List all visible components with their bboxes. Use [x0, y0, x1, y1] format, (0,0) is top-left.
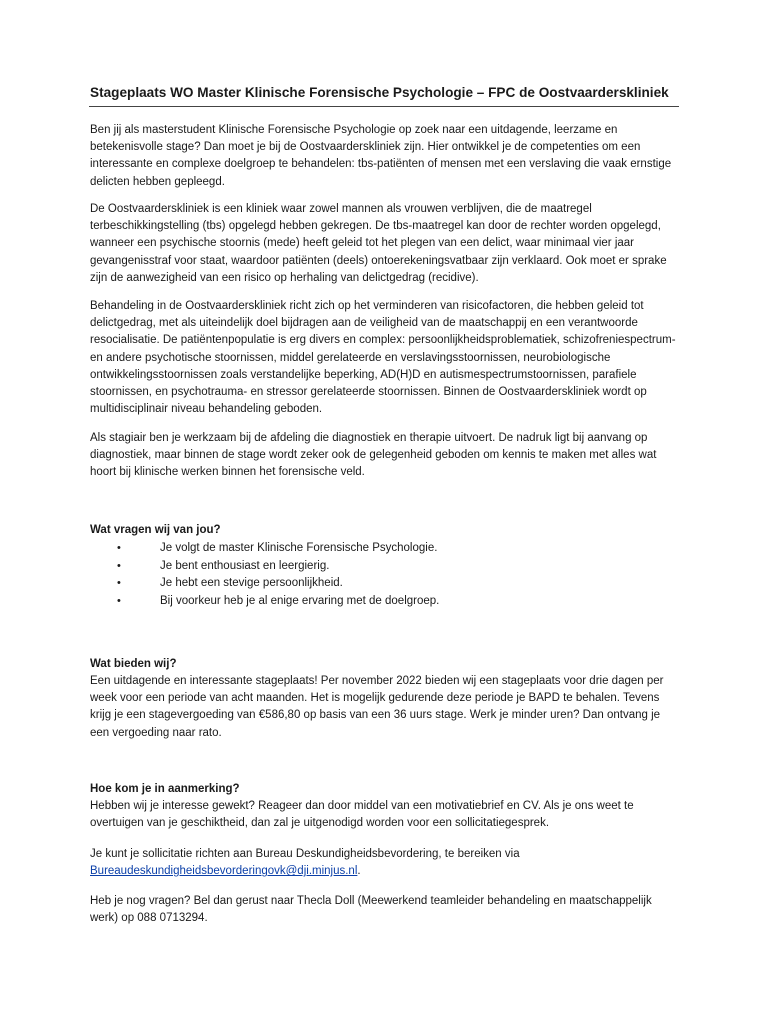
list-item: • Bij voorkeur heb je al enige ervaring met de doelgroep.	[90, 593, 439, 611]
vragen-list	[90, 540, 439, 610]
aanmerking-heading: Hoe kom je in aanmerking?	[90, 783, 240, 795]
list-item: • Je volgt de master Klinische Forensische Psychologie.	[90, 540, 439, 558]
intro-paragraph: Ben jij als masterstudent Klinische Forensische Psychologie op zoek naar een uitdagende, leerzame en betekenisvolle stage? Dan moet je bij de Oostvaarderskliniek zijn. Hier ontwikkel je de competenties om een interessante en complexe doelgroep te behandelen: tbs-patiënten of mensen met een verslaving die vaak ernstige delicten hebben gepleegd.	[90, 124, 672, 188]
bullet-icon: •	[117, 542, 121, 554]
contact-paragraph: Heb je nog vragen? Bel dan gerust naar Thecla Doll (Meewerkend teamleider behandeling en maatschappelijk werk) op 088 0713294.	[90, 895, 652, 925]
document-title: Stageplaats WO Master Klinische Forensische Psychologie – FPC de Oostvaarderskliniek	[90, 85, 669, 100]
stagiair-paragraph: Als stagiair ben je werkzaam bij de afdeling die diagnostiek en therapie uitvoert. De nadruk ligt bij aanvang op diagnostiek, maar binnen de stage wordt zeker ook de gelegenheid geboden om kennis te maken met alles wat hoort bij klinische werken binnen het forensische veld.	[90, 432, 657, 479]
aanmerking-paragraph: Hebben wij je interesse gewekt? Reageer dan door middel van een motivatiebrief en CV. Als je ons weet te overtuigen van je geschiktheid, dan zal je uitgenodigd worden voor een sollicitatiegesprek.	[90, 800, 634, 830]
bieden-paragraph: Een uitdagende en interessante stageplaats! Per november 2022 bieden wij een stageplaats voor drie dagen per week voor een periode van acht maanden. Het is mogelijk gedurende deze periode je BAPD te behalen. Tevens krijg je een stagevergoeding van €586,80 op basis van een 36 uurs stage. Werk je minder uren? Dan ontvang je een vergoeding naar rato.	[90, 675, 664, 739]
bullet-icon: •	[117, 559, 121, 572]
kliniek-paragraph: De Oostvaarderskliniek is een kliniek waar zowel mannen als vrouwen verblijven, die de maatregel terbeschikkingstelling (tbs) opgelegd hebben gekregen. De tbs-maatregel kan door de rechter worden opgelegd, wanneer een psychische stoornis (mede) heeft geleid tot het plegen van een delict, waar minimaal vier jaar gevangenisstraf voor staat, waardoor patiënten (deels) ontoerekeningsvatbaar zijn verklaard. Ook moet er sprake zijn de aanwezigheid van een risico op herhaling van delictgedrag (recidive).	[90, 203, 667, 284]
list-item: • Je bent enthousiast en leergierig.	[90, 558, 439, 576]
vragen-heading: Wat vragen wij van jou?	[90, 524, 221, 536]
sollicitatie-paragraph	[90, 846, 682, 880]
sollicitatie-text: Je kunt je sollicitatie richten aan Bureau Deskundigheidsbevordering, te bereiken via	[90, 848, 520, 860]
bieden-heading: Wat bieden wij?	[90, 658, 177, 670]
bullet-icon: •	[117, 577, 121, 590]
email-link[interactable]: Bureaudeskundigheidsbevorderingovk@dji.minjus.nl	[90, 865, 358, 878]
sollicitatie-period: .	[357, 865, 361, 878]
bullet-icon: •	[117, 594, 121, 607]
title-underline	[89, 106, 679, 107]
list-item: • Je hebt een stevige persoonlijkheid.	[90, 575, 439, 593]
behandeling-paragraph: Behandeling in de Oostvaarderskliniek richt zich op het verminderen van risicofactoren, die hebben geleid tot delictgedrag, met als uiteindelijk doel bijdragen aan de veiligheid van de maatschappij en een verantwoorde resocialisatie. De patiëntenpopulatie is erg divers en complex: persoonlijkheidsproblematiek, schizofreniespectrum- en andere psychotische stoornissen, middel gerelateerde en verslavingsstoornissen, neurobiologische ontwikkelingsstoornissen zoals verstandelijke beperking, AD(H)D en autismespectrumstoornissen, parafiele stoornissen, en psychotrauma- en stressor gerelateerde stoornissen. Binnen de Oostvaarderskliniek wordt op multidisciplinair niveau behandeling geboden.	[90, 300, 676, 416]
